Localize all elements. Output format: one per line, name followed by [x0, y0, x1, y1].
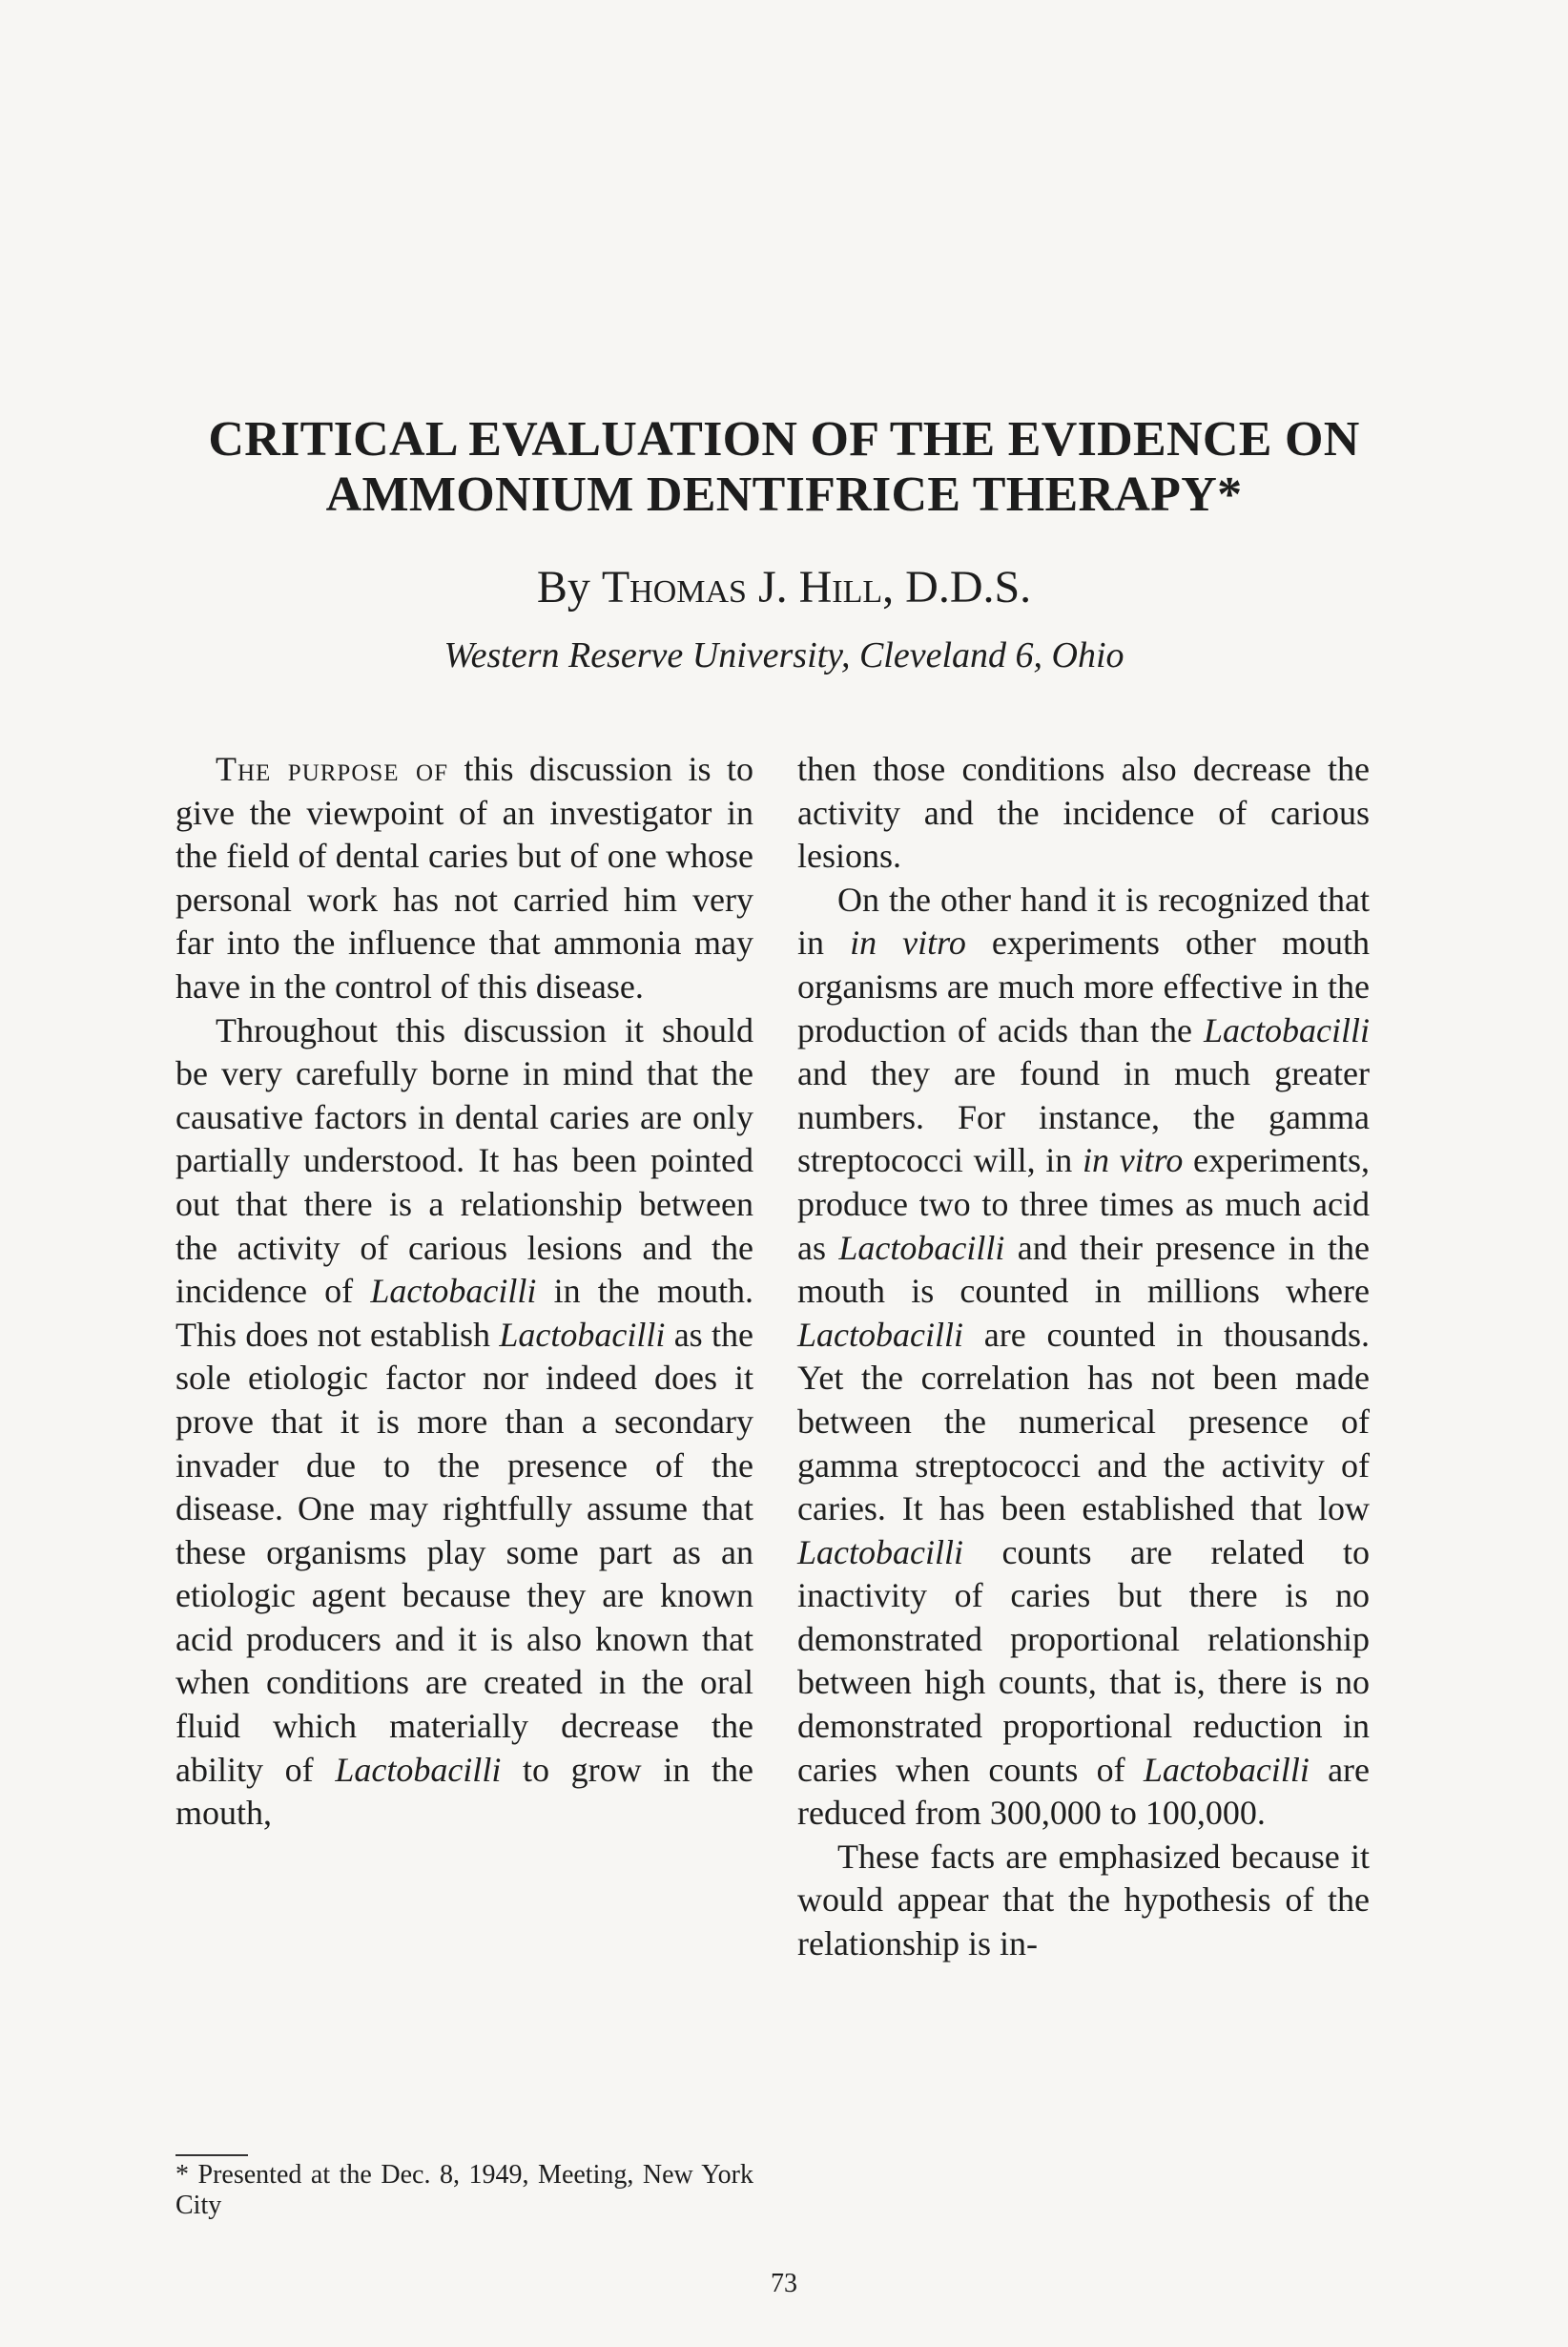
footnote-divider [175, 2154, 248, 2156]
author-name: Thomas J. Hill, [601, 562, 895, 613]
text-run: are reduced from 300,000 to 100,000. [797, 1750, 1371, 1833]
footnote: * Presented at the Dec. 8, 1949, Meeting, New York City [175, 2160, 753, 2220]
italic-term: Lactobacilli [370, 1272, 537, 1311]
italic-term: Lactobacilli [797, 1532, 963, 1571]
paragraph: then those conditions also decrease the activity and the incidence of carious lesions. [797, 750, 1370, 876]
text-run: and they are found in much greater numbers. For instance, the gamma streptococci will, in [797, 1054, 1370, 1180]
paragraph [175, 748, 753, 1009]
italic-term: in vitro [850, 924, 966, 963]
italic-term: Lactobacilli [499, 1315, 666, 1354]
left-column [175, 748, 753, 1836]
article-title [0, 412, 1568, 523]
paragraph-text: this discussion is to give the viewpoint of an investigator in the field of dental caries but of one whose personal work has not carried him very far into the influence that ammonia may have in the control of this disease. [175, 750, 753, 1006]
byline [0, 561, 1568, 614]
italic-term: Lactobacilli [335, 1750, 502, 1789]
right-column [797, 748, 1370, 1966]
title-line-1: CRITICAL EVALUATION OF THE EVIDENCE ON [208, 412, 1360, 467]
text-run: to grow in the mouth, [175, 1750, 753, 1833]
text-run: as the sole etiologic factor nor indeed does it prove that it is more than a secondary invader due to the presence of the disease. One may rightfully assume that these organisms play some part as an etiologic agent because they are known acid producers and it is also known that when conditions are created in the oral fluid which materially decrease the ability of [175, 1315, 753, 1789]
text-run: and their presence in the mouth is counted in millions where [797, 1228, 1370, 1311]
text-run: counts are related to inactivity of caries but there is no demonstrated proportional relationship between high counts, that is, there is no demonstrated proportional reduction in caries when counts of [797, 1532, 1370, 1789]
byline-by: By [536, 562, 590, 613]
paragraph [797, 879, 1370, 1836]
paragraph: These facts are emphasized because it would appear that the hypothesis of the relationship is in- [797, 1837, 1370, 1963]
italic-term: Lactobacilli [797, 1315, 963, 1354]
title-line-2: AMMONIUM DENTIFRICE THERAPY* [325, 467, 1243, 522]
author-degree: D.D.S. [905, 562, 1032, 613]
text-run: experiments, produce two to three times as much acid as [797, 1141, 1370, 1267]
page-number: 73 [771, 2269, 797, 2298]
paragraph [175, 1009, 753, 1836]
text-run: are counted in thousands. Yet the correlation has not been made between the numerical presence of gamma streptococci and the activity of caries. It has been established that low [797, 1315, 1371, 1528]
text-run: experiments other mouth organisms are much more effective in the production of acids than the [797, 924, 1370, 1049]
paragraph-lead: The purpose of [216, 750, 449, 788]
text-run: On the other hand it is recognized that in [797, 880, 1370, 963]
italic-term: Lactobacilli [1143, 1750, 1310, 1789]
text-run: in the mouth. This does not establish [175, 1272, 753, 1354]
affiliation: Western Reserve University, Cleveland 6, Ohio [444, 635, 1124, 675]
italic-term: in vitro [1083, 1141, 1184, 1180]
text-run: Throughout this discussion it should be very carefully borne in mind that the causative factors in dental caries are only partially understood. It has been pointed out that there is a relationship between the activity of carious lesions and the incidence of [175, 1010, 753, 1311]
italic-term: Lactobacilli [1204, 1010, 1371, 1049]
italic-term: Lactobacilli [838, 1228, 1005, 1267]
